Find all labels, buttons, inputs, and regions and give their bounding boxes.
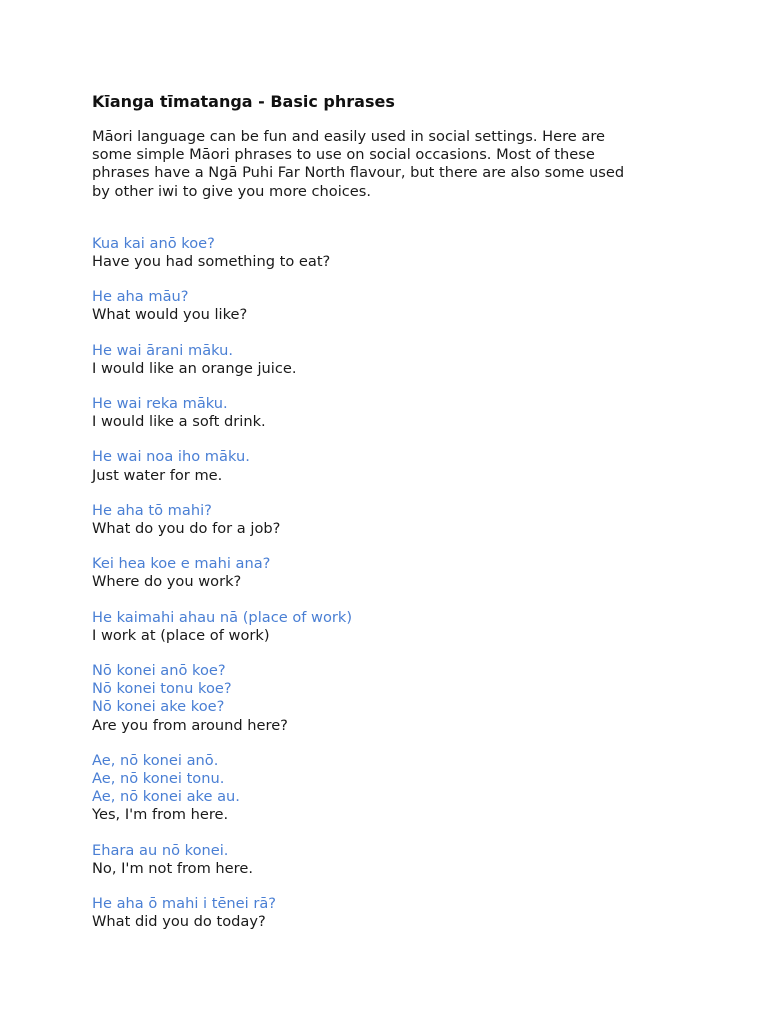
page-title: Kīanga tīmatanga - Basic phrases [92, 92, 395, 111]
maori-phrase: He aha māu? [92, 288, 189, 306]
english-translation: Yes, I'm from here. [92, 806, 229, 824]
maori-phrase: Ae, nō konei tonu. [92, 770, 225, 788]
maori-phrase: Ehara au nō konei. [92, 841, 229, 859]
intro-line: Māori language can be fun and easily used in social settings. Here are [92, 128, 606, 145]
phrase-block [92, 395, 692, 431]
english-translation: Where do you work? [92, 573, 242, 591]
maori-phrase: He wai reka māku. [92, 395, 228, 413]
english-translation: No, I'm not from here. [92, 859, 253, 877]
maori-phrase: Ae, nō konei anō. [92, 751, 219, 769]
english-translation: Just water for me. [92, 466, 223, 484]
phrase-block [92, 609, 692, 645]
maori-phrase: He aha tō mahi? [92, 501, 212, 519]
phrase-block [92, 448, 692, 484]
phrase-block [92, 235, 692, 271]
maori-phrase: Kua kai anō koe? [92, 234, 215, 252]
phrase-block [92, 342, 692, 378]
maori-phrase: He wai ārani māku. [92, 341, 234, 359]
phrase-block [92, 555, 692, 591]
english-translation: I would like an orange juice. [92, 359, 297, 377]
phrase-block [92, 662, 692, 735]
intro-line: some simple Māori phrases to use on social occasions. Most of these [92, 146, 595, 164]
english-translation: What would you like? [92, 306, 248, 324]
phrase-block [92, 842, 692, 878]
maori-phrase: He kaimahi ahau nā (place of work) [92, 608, 353, 626]
maori-phrase: He wai noa iho māku. [92, 448, 250, 466]
english-translation: What do you do for a job? [92, 520, 281, 538]
phrase-block [92, 288, 692, 324]
english-translation: I work at (place of work) [92, 626, 270, 644]
maori-phrase: He aha ō mahi i tēnei rā? [92, 895, 277, 913]
phrase-block [92, 502, 692, 538]
maori-phrase: Nō konei ake koe? [92, 698, 225, 716]
phrase-block [92, 895, 692, 931]
english-translation: I would like a soft drink. [92, 413, 266, 431]
english-translation: Have you had something to eat? [92, 253, 331, 271]
maori-phrase: Nō konei anō koe? [92, 662, 226, 680]
intro-paragraph [92, 128, 692, 201]
english-translation: Are you from around here? [92, 716, 288, 734]
intro-line: by other iwi to give you more choices. [92, 182, 371, 200]
intro-line: phrases have a Ngā Puhi Far North flavour, but there are also some used [92, 164, 625, 182]
maori-phrase: Nō konei tonu koe? [92, 680, 232, 698]
maori-phrase: Ae, nō konei ake au. [92, 788, 240, 806]
english-translation: What did you do today? [92, 913, 266, 931]
phrase-block [92, 752, 692, 825]
document-page [92, 91, 692, 949]
maori-phrase: Kei hea koe e mahi ana? [92, 555, 271, 573]
